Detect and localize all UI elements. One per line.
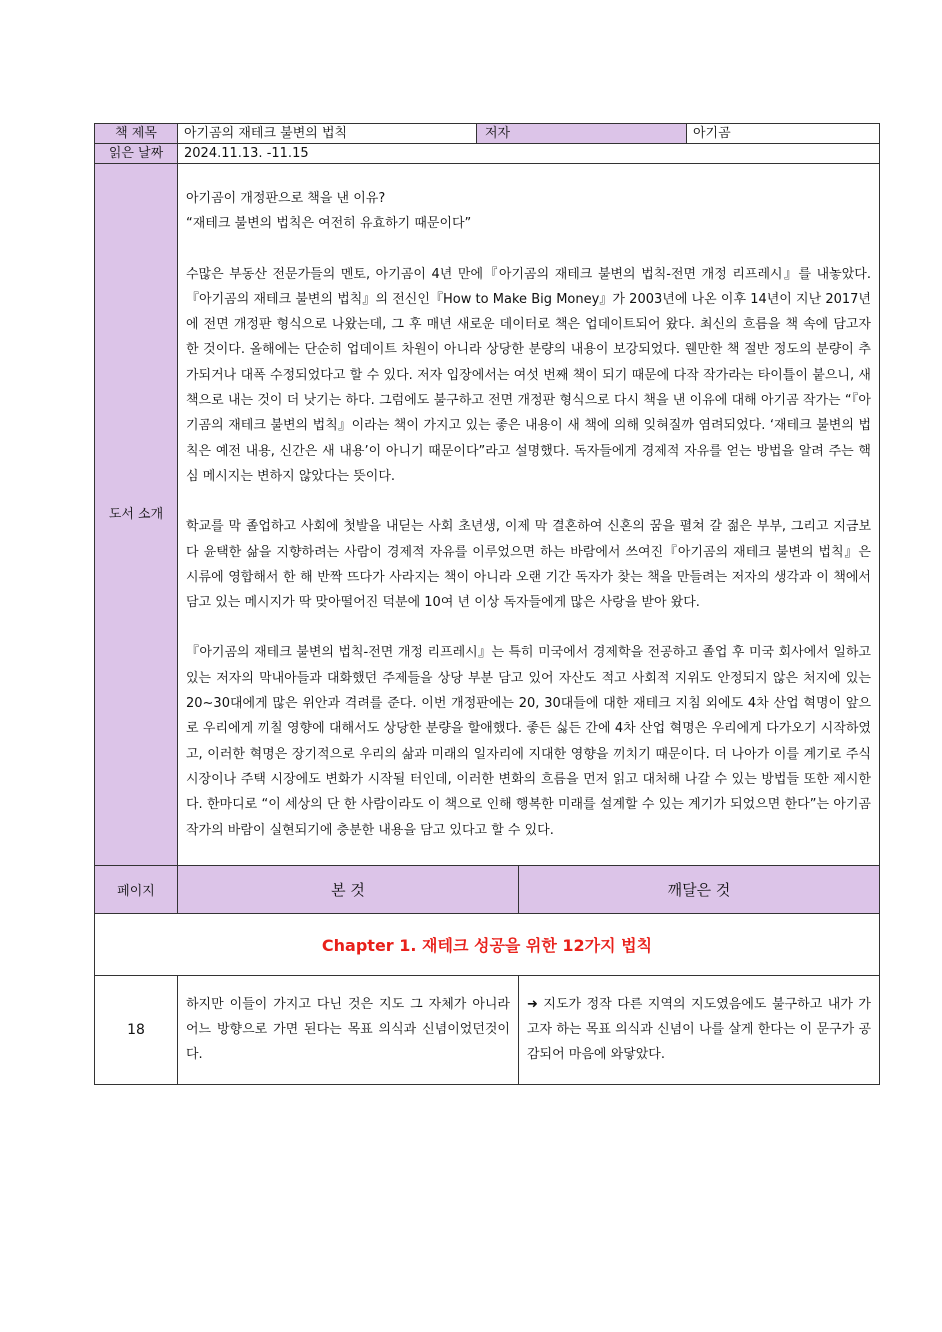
intro-paragraph-3: 『아기곰의 재테크 불변의 법칙-전면 개정 리프레시』는 특히 미국에서 경제학을 전공하고 졸업 후 미국 회사에서 일하고 있는 저자의 막내아들과 대화했던 주제들을 상당 부분 담고 있어 자산도 적고 사회적 지위도 안정되지 않은 처지에 있는 20~30대에게 많은 위안과 격려를 준다. 이번 개정판에는 20, 30대들에 대한 재테크 지침 외에도 4차 산업 혁명이 앞으로 우리에게 끼칠 영향에 대해서도 상당한 분량을 할애했다. 좋든 싫든 간에 4차 산업 혁명은 우리에게 다가오기 시작하였고, 이러한 혁명은 장기적으로 우리의 삶과 미래의 일자리에 지대한 영향을 끼치기 때문이다. 더 나아가 이를 계기로 주식 시장이나 주택 시장에도 변화가 시작될 터인데, 이러한 변화의 흐름을 먼저 읽고 대처해 나갈 수 있는 방법들 또한 제시한다. 한마디로 “이 세상의 단 한 사람이라도 이 책으로 인해 행복한 미래를 설계할 수 있는 계기가 되었으면 한다”는 아기곰 작가의 바람이 실현되기에 충분한 내용을 담고 있다고 할 수 있다. — [186, 645, 871, 838]
learned-column-header: 깨달은 것 — [519, 865, 880, 913]
note-seen-text: 하지만 이들이 가지고 다닌 것은 지도 그 자체가 아니라 어느 방향으로 가면 된다는 목표 의식과 신념이었던것이다. — [178, 975, 519, 1084]
chapter-row — [95, 913, 880, 975]
read-date-label: 읽은 날짜 — [95, 144, 178, 164]
intro-paragraph-2: 학교를 막 졸업하고 사회에 첫발을 내딛는 사회 초년생, 이제 막 결혼하여 신혼의 꿈을 펼쳐 갈 젊은 부부, 그리고 지금보다 윤택한 삶을 지향하려는 사람이 경제적 자유를 이루었으면 하는 바람에서 쓰여진『아기곰의 재테크 불변의 법칙』은 시류에 영합해서 한 해 반짝 뜨다가 사라지는 책이 아니라 오랜 기간 독자가 찾는 책을 만들려는 저자의 생각과 이 책에서 담고 있는 메시지가 딱 맞아떨어진 덕분에 10여 년 이상 독자들에게 많은 사랑을 받아 왔다. — [186, 519, 871, 611]
note-row — [95, 975, 880, 1084]
book-title-label: 책 제목 — [95, 124, 178, 144]
author-value: 아기곰 — [687, 124, 880, 144]
title-row — [95, 124, 880, 144]
note-page-number: 18 — [95, 975, 178, 1084]
intro-answer: “재테크 불변의 법칙은 여전히 유효하기 때문이다” — [186, 216, 472, 232]
seen-column-header: 본 것 — [178, 865, 519, 913]
book-intro-label: 도서 소개 — [95, 164, 178, 866]
author-label: 저자 — [477, 124, 687, 144]
notes-header-row — [95, 865, 880, 913]
intro-row — [95, 164, 880, 866]
chapter-title: Chapter 1. 재테크 성공을 위한 12가지 법칙 — [95, 913, 880, 975]
read-date-value: 2024.11.13. -11.15 — [178, 144, 880, 164]
book-title-value: 아기곰의 재테크 불변의 법칙 — [178, 124, 477, 144]
note-learned-text: ➜ 지도가 정작 다른 지역의 지도였음에도 불구하고 내가 가고자 하는 목표 의식과 신념이 나를 살게 한다는 이 문구가 공감되어 마음에 와닿았다. — [519, 975, 880, 1084]
page-column-header: 페이지 — [95, 865, 178, 913]
book-intro-body — [178, 164, 880, 866]
date-row — [95, 144, 880, 164]
intro-paragraph-1: 수많은 부동산 전문가들의 멘토, 아기곰이 4년 만에『아기곰의 재테크 불변의 법칙-전면 개정 리프레시』를 내놓았다.『아기곰의 재테크 불변의 법칙』의 전신인『How to Make Big Money』가 2003년에 나온 이후 14년이 지난 2017년에 전면 개정판 형식으로 나왔는데, 그 후 매년 새로운 데이터로 책은 업데이트되어 왔다. 최신의 흐름을 책 속에 담고자 한 것이다. 올해에는 단순히 업데이트 차원이 아니라 상당한 분량의 내용이 보강되었다. 웬만한 책 절반 정도의 분량이 추가되거나 대폭 수정되었다고 할 수 있다. 저자 입장에서는 여섯 번째 책이 되기 때문에 다작 작가라는 타이틀이 붙으니, 새 책으로 내는 것이 더 낫기는 하다. 그럼에도 불구하고 전면 개정판 형식으로 다시 책을 낸 이유에 대해 아기곰 작가는 “『아기곰의 재테크 불변의 법칙』이라는 책이 가지고 있는 좋은 내용이 새 책에 의해 잊혀질까 염려되었다. ‘재테크 불변의 법칙은 예전 내용, 신간은 새 내용’이 아니기 때문이다”라고 설명했다. 독자들에게 경제적 자유를 얻는 방법을 알려 주는 핵심 메시지는 변하지 않았다는 뜻이다. — [186, 266, 871, 484]
reading-log-table — [94, 123, 880, 1085]
intro-question: 아기곰이 개정판으로 책을 낸 이유? — [186, 191, 386, 206]
